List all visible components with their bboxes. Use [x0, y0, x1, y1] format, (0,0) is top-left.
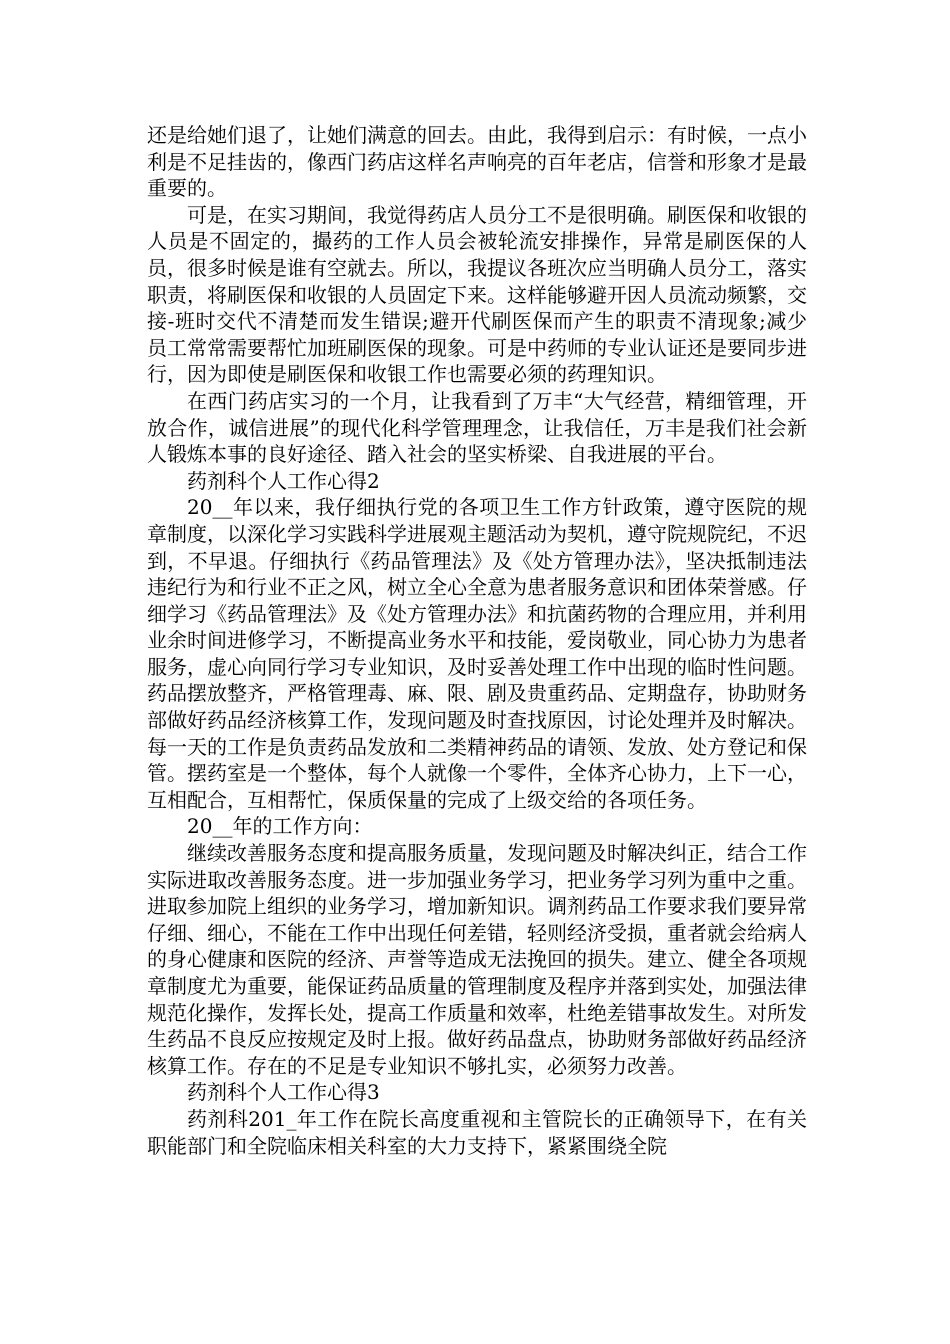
document-body	[147, 122, 807, 1159]
paragraph-2: 可是，在实习期间，我觉得药店人员分工不是很明确。刷医保和收银的人员是不固定的，撮药的工作人员会被轮流安排操作，异常是刷医保的人员，很多时候是谁有空就去。所以，我提议各班次应当明确人员分工，落实职责，将刷医保和收银的人员固定下来。这样能够避开因人员流动频繁，交接-班时交代不清楚而发生错误;避开代刷医保而产生的职责不清现象;减少员工常常需要帮忙加班刷医保的现象。可是中药师的专业认证还是要同步进行，因为即使是刷医保和收银工作也需要必须的药理知识。	[147, 202, 807, 387]
paragraph-3: 在西门药店实习的一个月，让我看到了万丰“大气经营，精细管理，开放合作，诚信进展”的现代化科学管理理念，让我信任，万丰是我们社会新人锻炼本事的良好途径、踏入社会的坚实桥梁、自我进展的平台。	[147, 388, 807, 467]
subheading-work-direction: 20__年的工作方向：	[187, 814, 373, 839]
paragraph-1: 还是给她们退了，让她们满意的回去。由此，我得到启示：有时候，一点小利是不足挂齿的，像西门药店这样名声响亮的百年老店，信誉和形象才是最重要的。	[147, 123, 807, 201]
section-heading-3: 药剂科个人工作心得3	[187, 1080, 380, 1105]
paragraph-5: 继续改善服务态度和提高服务质量，发现问题及时解决纠正，结合工作实际进取改善服务态度。进一步加强业务学习，把业务学习列为重中之重。进取参加院上组织的业务学习，增加新知识。调剂药品工作要求我们要异常仔细、细心，不能在工作中出现任何差错，轻则经济受损，重者就会给病人的身心健康和医院的经济、声誉等造成无法挽回的损失。建立、健全各项规章制度尤为重要，能保证药品质量的管理制度及程序并落到实处，加强法律规范化操作，发挥长处，提高工作质量和效率，杜绝差错事故发生。对所发生药品不良反应按规定及时上报。做好药品盘点，协助财务部做好药品经济核算工作。存在的不足是专业知识不够扎实，必须努力改善。	[147, 841, 807, 1078]
section-heading-2: 药剂科个人工作心得2	[187, 468, 380, 493]
paragraph-6: 药剂科201_年工作在院长高度重视和主管院长的正确领导下，在有关职能部门和全院临床相关科室的大力支持下，紧紧围绕全院	[147, 1106, 807, 1158]
paragraph-4: 20__年以来，我仔细执行党的各项卫生工作方针政策，遵守医院的规章制度，以深化学习实践科学进展观主题活动为契机，遵守院规院纪，不迟到，不早退。仔细执行《药品管理法》及《处方管理办法》，坚决抵制违法违纪行为和行业不正之风，树立全心全意为患者服务意识和团体荣誉感。仔细学习《药品管理法》及《处方管理办法》和抗菌药物的合理应用，并利用业余时间进修学习，不断提高业务水平和技能，爱岗敬业，同心协力为患者服务，虚心向同行学习专业知识，及时妥善处理工作中出现的临时性问题。药品摆放整齐，严格管理毒、麻、限、剧及贵重药品、定期盘存，协助财务部做好药品经济核算工作，发现问题及时查找原因，讨论处理并及时解决。每一天的工作是负责药品发放和二类精神药品的请领、发放、处方登记和保管。摆药室是一个整体，每个人就像一个零件，全体齐心协力，上下一心，互相配合，互相帮忙，保质保量的完成了上级交给的各项任务。	[147, 495, 807, 812]
